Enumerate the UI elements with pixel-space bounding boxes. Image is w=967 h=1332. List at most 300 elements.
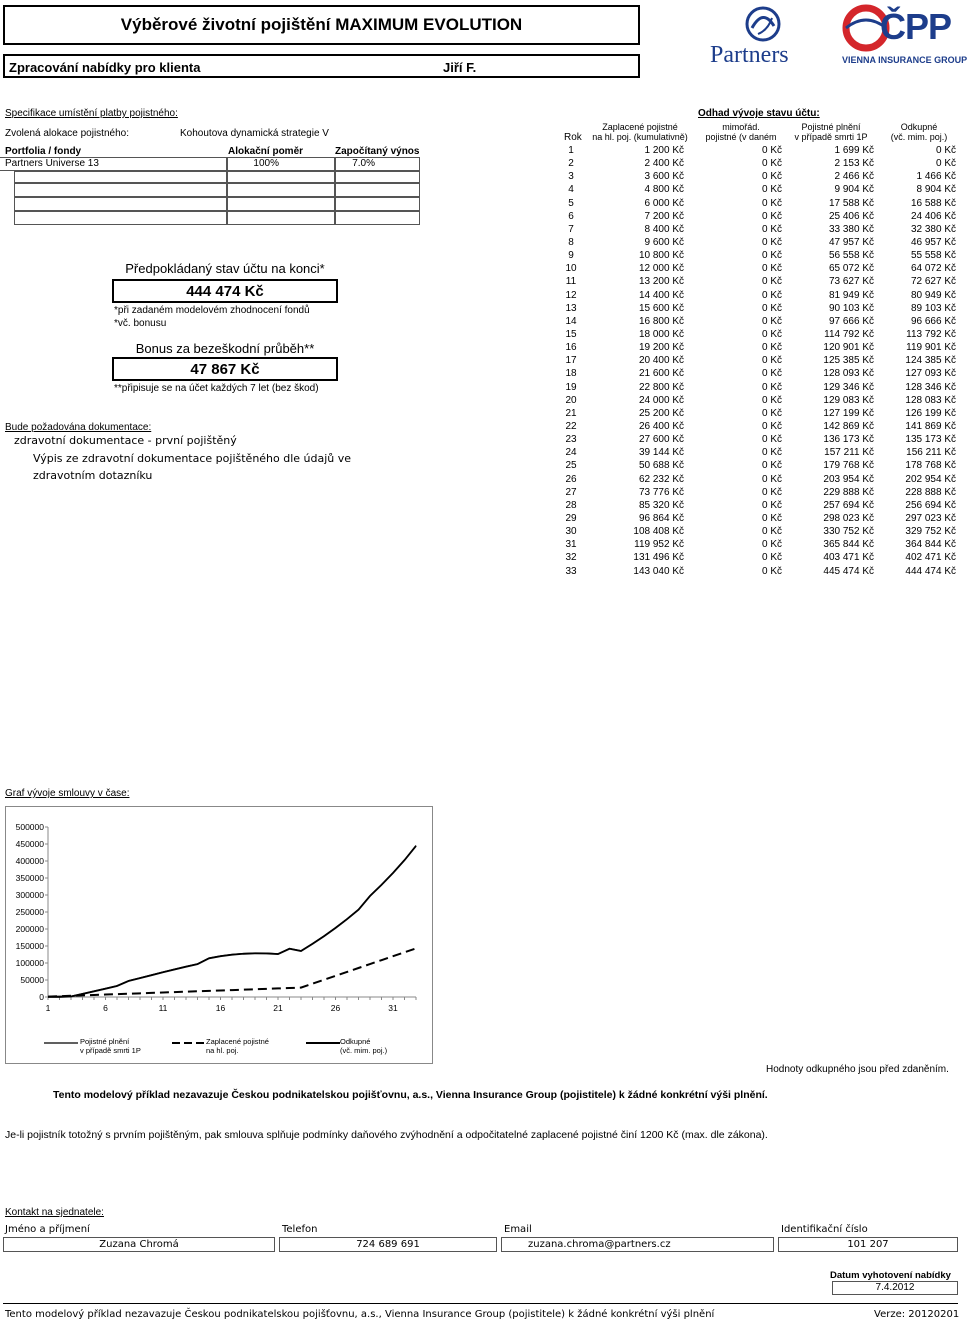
series-line-1 [48, 846, 416, 997]
cell-year: 30 [565, 526, 577, 538]
y-tick-label: 500000 [15, 822, 44, 832]
cell-extra: 0 Kč [761, 223, 782, 235]
table-row [558, 223, 956, 236]
cell-paid: 131 496 Kč [633, 552, 684, 564]
table-row [558, 538, 956, 551]
table-row [558, 473, 956, 486]
y-tick-label: 0 [39, 992, 44, 1002]
cell-extra: 0 Kč [761, 552, 782, 564]
cell-year: 11 [565, 276, 577, 288]
contact-name: Zuzana Chromá [99, 1239, 179, 1250]
table-row [558, 236, 956, 249]
table-row [558, 328, 956, 341]
table-row [558, 302, 956, 315]
cell-paid: 10 800 Kč [638, 250, 684, 262]
table-row [558, 354, 956, 367]
cell-death: 157 211 Kč [824, 447, 874, 459]
cell-extra: 0 Kč [761, 302, 782, 314]
cell-paid: 143 040 Kč [633, 565, 684, 577]
cell-surrender: 113 792 Kč [906, 329, 956, 341]
date-field [832, 1281, 958, 1295]
cell-extra: 0 Kč [761, 145, 782, 157]
cell-surrender: 64 072 Kč [910, 263, 956, 275]
y-tick-label: 100000 [15, 958, 44, 968]
table-row [558, 446, 956, 459]
legend-paid-swatch [172, 1041, 206, 1045]
cell-extra: 0 Kč [761, 486, 782, 498]
cell-extra: 0 Kč [761, 197, 782, 209]
cell-paid: 6 000 Kč [644, 197, 684, 209]
expected-value: 444 474 Kč [186, 283, 264, 300]
cell-surrender: 256 694 Kč [905, 499, 956, 511]
bonus-box [112, 357, 338, 381]
cell-year: 28 [565, 499, 577, 511]
cell-paid: 119 952 Kč [634, 539, 684, 551]
cell-death: 120 901 Kč [823, 342, 874, 354]
cell-surrender: 402 471 Kč [905, 552, 956, 564]
contact-phone-label: Telefon [282, 1224, 318, 1235]
cell-year: 19 [565, 381, 577, 393]
cell-extra: 0 Kč [761, 499, 782, 511]
chart-frame [5, 806, 433, 1064]
cell-paid: 9 600 Kč [644, 237, 684, 249]
table-title: Odhad vývoje stavu účtu: [698, 108, 820, 119]
cell-year: 25 [565, 460, 577, 472]
cell-extra: 0 Kč [761, 565, 782, 577]
cell-surrender: 364 844 Kč [905, 539, 956, 551]
cell-death: 365 844 Kč [823, 539, 874, 551]
cell-death: 129 083 Kč [823, 394, 874, 406]
table-row [558, 525, 956, 538]
cell-extra: 0 Kč [761, 473, 782, 485]
cell-year: 2 [568, 158, 574, 170]
cell-extra: 0 Kč [761, 381, 782, 393]
cell-year: 7 [568, 223, 574, 235]
cell-death: 81 949 Kč [828, 289, 874, 301]
spec-heading: Specifikace umístění platby pojistného: [5, 108, 178, 119]
cell-surrender: 1 466 Kč [916, 171, 956, 183]
cell-death: 33 380 Kč [828, 223, 874, 235]
cell-surrender: 228 888 Kč [905, 486, 956, 498]
cell-death: 73 627 Kč [828, 276, 874, 288]
cell-paid: 27 600 Kč [638, 434, 684, 446]
table-row [558, 499, 956, 512]
table-row [558, 565, 956, 578]
cell-death: 97 666 Kč [828, 315, 874, 327]
cell-extra: 0 Kč [761, 407, 782, 419]
cell-year: 29 [565, 513, 577, 524]
table-header [558, 122, 960, 144]
cell-surrender: 297 023 Kč [905, 513, 956, 524]
cell-year: 13 [565, 302, 577, 314]
cell-year: 24 [565, 447, 577, 459]
cell-death: 330 752 Kč [823, 526, 874, 538]
cell-extra: 0 Kč [761, 237, 782, 249]
th-surr-1: Odkupné [900, 122, 938, 132]
cell-death: 129 346 Kč [823, 381, 874, 393]
cell-paid: 25 200 Kč [638, 407, 684, 419]
bonus-label: Bonus za bezeškodní průběh** [135, 341, 315, 356]
y-tick-label: 450000 [15, 839, 44, 849]
cell-death: 114 792 Kč [824, 329, 874, 341]
fund-name: Partners Universe 13 [5, 158, 99, 169]
cell-year: 3 [568, 171, 574, 183]
cell-surrender: 127 093 Kč [905, 368, 956, 380]
cell-extra: 0 Kč [761, 526, 782, 538]
cell-paid: 2 400 Kč [644, 158, 684, 170]
cell-death: 179 768 Kč [823, 460, 874, 472]
cell-surrender: 16 588 Kč [910, 197, 956, 209]
chart-svg [6, 807, 432, 1063]
cell-death: 298 023 Kč [823, 513, 874, 524]
expected-label: Předpokládaný stav účtu na konci* [125, 261, 325, 276]
legend-surr-2: (vč. mim. poj.) [340, 1046, 388, 1055]
cell-extra: 0 Kč [761, 276, 782, 288]
cell-death: 65 072 Kč [828, 263, 874, 275]
client-box [3, 54, 640, 78]
projection-table [558, 144, 956, 578]
cell-surrender: 135 173 Kč [905, 434, 956, 446]
bonus-value: 47 867 Kč [190, 361, 260, 378]
cell-year: 17 [565, 355, 577, 367]
x-tick-label: 11 [158, 1003, 168, 1013]
table-row [558, 551, 956, 564]
expected-note-2: *vč. bonusu [114, 318, 167, 329]
cell-paid: 1 200 Kč [644, 145, 684, 157]
cell-extra: 0 Kč [761, 434, 782, 446]
table-row [558, 144, 956, 157]
cell-death: 47 957 Kč [828, 237, 874, 249]
cell-year: 22 [565, 421, 577, 433]
cell-paid: 22 800 Kč [638, 381, 684, 393]
cell-extra: 0 Kč [761, 171, 782, 183]
cell-year: 16 [565, 342, 577, 354]
cell-surrender: 126 199 Kč [905, 407, 956, 419]
cell-death: 90 103 Kč [828, 302, 874, 314]
y-tick-label: 400000 [15, 856, 44, 866]
cell-year: 27 [565, 486, 577, 498]
contact-heading: Kontakt na sjednatele: [5, 1207, 104, 1218]
cell-paid: 24 000 Kč [638, 394, 684, 406]
x-tick-label: 6 [103, 1003, 108, 1013]
disclaimer: Tento modelový příklad nezavazuje Českou podnikatelskou pojišťovnu, a.s., Vienna Insurance Group (pojistitele) k žádné konkrétní výši plnění. [53, 1089, 768, 1101]
cell-paid: 13 200 Kč [638, 276, 684, 288]
legend-death-1: Pojistné plnění [80, 1037, 130, 1046]
cell-surrender: 178 768 Kč [905, 460, 956, 472]
cell-year: 18 [565, 368, 577, 380]
cell-surrender: 55 558 Kč [910, 250, 956, 262]
table-row [558, 512, 956, 525]
fund-empty-1a [14, 183, 227, 197]
x-tick-label: 1 [45, 1003, 51, 1013]
th-extra-2: pojistné (v daném [705, 132, 777, 142]
table-row [558, 249, 956, 262]
contact-phone: 724 689 691 [356, 1239, 420, 1250]
table-row [558, 367, 956, 380]
cell-year: 26 [565, 473, 577, 485]
cell-death: 257 694 Kč [823, 499, 874, 511]
cell-paid: 26 400 Kč [638, 421, 684, 433]
cell-death: 229 888 Kč [823, 486, 874, 498]
alloc-label: Zvolená alokace pojistného: [5, 128, 129, 139]
cell-surrender: 32 380 Kč [910, 223, 956, 235]
cell-death: 2 153 Kč [834, 158, 874, 170]
cell-extra: 0 Kč [761, 355, 782, 367]
col-yield: Započítaný výnos [335, 146, 420, 157]
cell-paid: 14 400 Kč [638, 289, 684, 301]
cell-surrender: 119 901 Kč [906, 342, 956, 354]
x-tick-label: 31 [388, 1003, 398, 1013]
cell-death: 25 406 Kč [828, 210, 874, 222]
cell-year: 15 [565, 329, 577, 341]
expected-note-1: *při zadaném modelovém zhodnocení fondů [114, 305, 310, 316]
table-row [558, 210, 956, 223]
cell-surrender: 202 954 Kč [905, 473, 956, 485]
table-body [558, 144, 960, 578]
cell-death: 1 699 Kč [834, 145, 874, 157]
x-tick-label: 21 [273, 1003, 283, 1013]
contact-name-field [3, 1237, 275, 1252]
cell-year: 6 [568, 210, 574, 222]
footer-text: Tento modelový příklad nezavazuje Českou podnikatelskou pojišťovnu, a.s., Vienna Insurance Group (pojistitele) k žádné konkrétní výši plnění [5, 1309, 715, 1320]
table-row [558, 341, 956, 354]
cell-year: 33 [565, 565, 577, 577]
cell-surrender: 46 957 Kč [910, 237, 956, 249]
cpp-logo [836, 2, 967, 70]
legend-paid-2: na hl. poj. [206, 1046, 239, 1055]
fund-empty-2b [227, 197, 335, 211]
bonus-note: **připisuje se na účet každých 7 let (bez škod) [114, 383, 319, 394]
fund-empty-4a [14, 171, 227, 183]
cell-surrender: 24 406 Kč [910, 210, 956, 222]
fund-empty-2c [335, 197, 420, 211]
cell-surrender: 329 752 Kč [905, 526, 956, 538]
table-row [558, 289, 956, 302]
cell-surrender: 128 083 Kč [905, 394, 956, 406]
y-tick-label: 200000 [15, 924, 44, 934]
contact-phone-field [279, 1237, 497, 1252]
x-tick-label: 26 [330, 1003, 341, 1013]
th-surr-2: (vč. mim. poj.) [890, 132, 948, 142]
table-row [558, 275, 956, 288]
y-tick-label: 350000 [15, 873, 44, 883]
th-death-1: Pojistné plnění [801, 122, 861, 132]
table-row [558, 433, 956, 446]
table-row [558, 459, 956, 472]
cell-paid: 7 200 Kč [644, 210, 684, 222]
cell-paid: 15 600 Kč [638, 302, 684, 314]
cell-paid: 12 000 Kč [638, 263, 684, 275]
fund-empty-4c [335, 171, 420, 183]
table-row [558, 420, 956, 433]
cell-paid: 20 400 Kč [638, 355, 684, 367]
cell-death: 2 466 Kč [834, 171, 874, 183]
date-value: 7.4.2012 [875, 1282, 915, 1293]
cell-death: 127 199 Kč [823, 407, 874, 419]
cell-paid: 16 800 Kč [638, 315, 684, 327]
expected-box [112, 279, 338, 303]
cpp-wordmark: ČPP [880, 6, 952, 47]
contact-id-field [778, 1237, 958, 1252]
cell-surrender: 124 385 Kč [905, 355, 956, 367]
legend-paid-1: Zaplacené pojistné [206, 1037, 269, 1046]
cell-year: 20 [565, 394, 577, 406]
alloc-value: Kohoutova dynamická strategie V [180, 128, 329, 139]
cell-death: 203 954 Kč [823, 473, 874, 485]
cell-year: 10 [565, 263, 577, 275]
legend-surr-1: Odkupné [340, 1037, 371, 1046]
cell-surrender: 89 103 Kč [910, 302, 956, 314]
y-tick-label: 250000 [15, 907, 44, 917]
cell-extra: 0 Kč [761, 158, 782, 170]
contact-id-label: Identifikační číslo [781, 1224, 868, 1235]
cell-paid: 39 144 Kč [638, 447, 684, 459]
pre-tax-note: Hodnoty odkupného jsou před zdaněním. [766, 1064, 949, 1075]
series-line-3 [48, 846, 416, 997]
cell-death: 136 173 Kč [823, 434, 874, 446]
table-row [558, 197, 956, 210]
th-rok: Rok [564, 132, 582, 143]
cell-paid: 62 232 Kč [638, 473, 684, 485]
cell-extra: 0 Kč [761, 513, 782, 524]
table-row [558, 381, 956, 394]
cell-death: 142 869 Kč [823, 421, 874, 433]
cell-surrender: 72 627 Kč [910, 276, 956, 288]
cell-year: 12 [565, 289, 577, 301]
fund-alloc: 100% [253, 158, 279, 169]
cell-extra: 0 Kč [761, 447, 782, 459]
cell-surrender: 96 666 Kč [910, 315, 956, 327]
cell-paid: 8 400 Kč [644, 223, 684, 235]
fund-yield: 7.0% [352, 158, 375, 169]
cell-surrender: 128 346 Kč [905, 381, 956, 393]
cell-surrender: 0 Kč [935, 145, 956, 157]
contact-email-label: Email [504, 1224, 532, 1235]
cell-extra: 0 Kč [761, 342, 782, 354]
docs-desc: Výpis ze zdravotní dokumentace pojištěného dle údajů ve zdravotním dotazníku [33, 452, 352, 482]
cell-death: 17 588 Kč [828, 197, 874, 209]
cell-paid: 85 320 Kč [638, 499, 684, 511]
docs-heading: Bude požadována dokumentace: [5, 422, 152, 433]
fund-empty-3b [227, 211, 335, 225]
fund-empty-3a [14, 211, 227, 225]
cell-surrender: 141 869 Kč [905, 421, 956, 433]
cell-year: 4 [568, 184, 574, 196]
legend-death-swatch [44, 1041, 78, 1045]
cell-extra: 0 Kč [761, 539, 782, 551]
cell-death: 445 474 Kč [823, 565, 874, 577]
col-alloc: Alokační poměr [228, 146, 304, 157]
client-name: Jiří F. [443, 60, 477, 75]
subtitle-label: Zpracování nabídky pro klienta [9, 60, 201, 75]
fund-empty-1b [227, 183, 335, 197]
cell-death: 403 471 Kč [823, 552, 874, 564]
cell-paid: 96 864 Kč [638, 513, 684, 524]
cell-surrender: 8 904 Kč [916, 184, 956, 196]
cell-paid: 21 600 Kč [638, 368, 684, 380]
cell-surrender: 0 Kč [935, 158, 956, 170]
cell-year: 32 [565, 552, 577, 564]
table-row [558, 262, 956, 275]
tax-note: Je-li pojistník totožný s prvním pojištěným, pak smlouva splňuje podmínky daňového zvýhodnění a odpočitatelné zaplacené pojistné činí 1200 Kč (max. dle zákona). [5, 1129, 768, 1141]
cell-death: 125 385 Kč [823, 355, 874, 367]
contact-email-field [501, 1237, 774, 1252]
partners-logo [708, 4, 816, 68]
vig-wordmark: VIENNA INSURANCE GROUP [842, 55, 967, 65]
th-death-2: v případě smrti 1P [794, 132, 868, 142]
cell-paid: 73 776 Kč [638, 486, 684, 498]
cell-extra: 0 Kč [761, 460, 782, 472]
docs-item: zdravotní dokumentace - první pojištěný [14, 434, 237, 447]
cell-paid: 4 800 Kč [644, 184, 684, 196]
fund-empty-2a [14, 197, 227, 211]
cell-surrender: 156 211 Kč [906, 447, 956, 459]
cell-surrender: 80 949 Kč [910, 289, 956, 301]
y-tick-label: 150000 [15, 941, 44, 951]
title-box [3, 5, 640, 45]
cell-extra: 0 Kč [761, 263, 782, 275]
graph-heading: Graf vývoje smlouvy v čase: [5, 788, 130, 799]
cell-paid: 19 200 Kč [638, 342, 684, 354]
cell-year: 9 [568, 250, 574, 262]
cell-year: 1 [568, 145, 574, 157]
cell-death: 9 904 Kč [834, 184, 874, 196]
x-tick-label: 16 [215, 1003, 226, 1013]
contact-name-label: Jméno a příjmení [5, 1224, 90, 1235]
th-paid-2: na hl. poj. (kumulativně) [592, 132, 688, 142]
page-title: Výběrové životní pojištění MAXIMUM EVOLUTION [120, 15, 523, 34]
th-extra-1: mimořád. [722, 122, 760, 132]
fund-empty-3c [335, 211, 420, 225]
legend [6, 1035, 432, 1061]
cell-paid: 50 688 Kč [638, 460, 684, 472]
cell-extra: 0 Kč [761, 250, 782, 262]
cell-extra: 0 Kč [761, 421, 782, 433]
cell-death: 128 093 Kč [823, 368, 874, 380]
th-paid-1: Zaplacené pojistné [602, 122, 678, 132]
cell-extra: 0 Kč [761, 368, 782, 380]
cell-extra: 0 Kč [761, 184, 782, 196]
col-portfolio: Portfolia / fondy [5, 146, 82, 157]
cell-year: 5 [568, 197, 574, 209]
fund-empty-4b [227, 171, 335, 183]
cell-paid: 18 000 Kč [638, 329, 684, 341]
cell-extra: 0 Kč [761, 289, 782, 301]
cell-surrender: 444 474 Kč [905, 565, 956, 577]
cell-year: 21 [565, 407, 577, 419]
legend-surr-swatch [306, 1041, 340, 1045]
cell-year: 31 [565, 539, 577, 551]
table-row [558, 394, 956, 407]
partners-wordmark: Partners [710, 42, 789, 68]
table-row [558, 157, 956, 170]
cell-year: 14 [565, 315, 577, 327]
footer-version: Verze: 20120201 [874, 1309, 960, 1320]
footer-rule [3, 1303, 958, 1304]
cell-extra: 0 Kč [761, 210, 782, 222]
legend-death-2: v případě smrti 1P [80, 1046, 141, 1055]
table-row [558, 315, 956, 328]
table-row [558, 407, 956, 420]
table-row [558, 183, 956, 196]
cell-paid: 108 408 Kč [633, 526, 684, 538]
cell-extra: 0 Kč [761, 315, 782, 327]
y-tick-label: 50000 [20, 975, 44, 985]
fund-empty-1c [335, 183, 420, 197]
contact-email: zuzana.chroma@partners.cz [528, 1239, 671, 1250]
cell-paid: 3 600 Kč [644, 171, 684, 183]
cell-extra: 0 Kč [761, 329, 782, 341]
